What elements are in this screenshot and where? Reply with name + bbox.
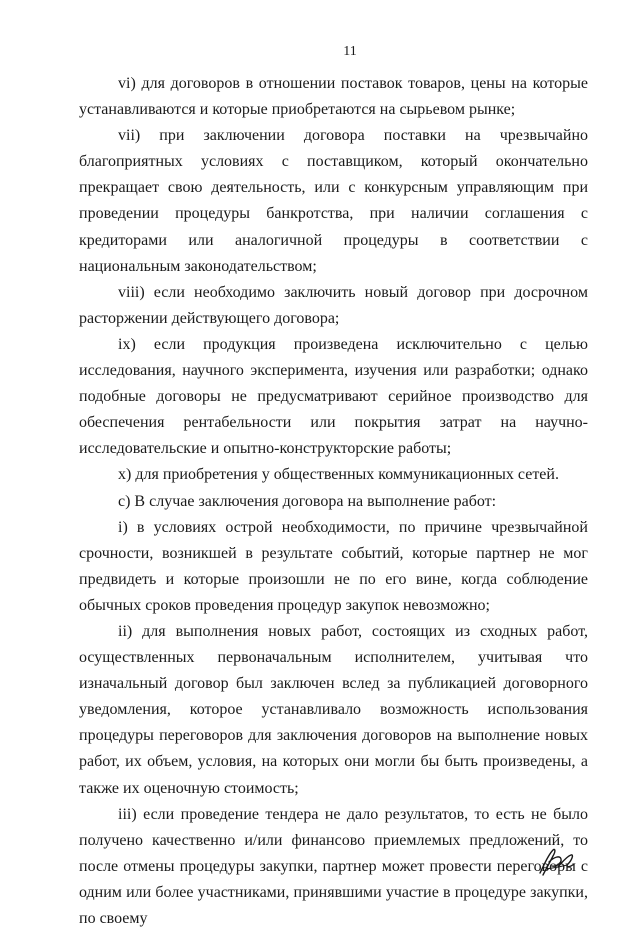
page-number: 11 (343, 44, 357, 59)
paragraph-vii: vii) при заключении договора поставки на чрезвычайно благоприятных условиях с поставщиком, который окончательно прекращает свою деятельность, или с конкурсным управляющим при проведении процедуры банкротства, при наличии соглашения с кредиторами или аналогичной процедуры в соответствии с национальным законодательством; (79, 127, 588, 275)
paragraph-c: c) В случае заключения договора на выполнение работ: (118, 492, 497, 510)
paragraph-c-ii: ii) для выполнения новых работ, состоящих из сходных работ, осуществленных первоначальным исполнителем, учитывая что изначальный договор был заключен вслед за публикацией договорного уведомления, которое устанавливало возможность использования процедуры переговоров для заключения договоров на выполнение новых работ, их объем, условия, на которых они могли бы быть произведены, а также их оценочную стоимость; (79, 622, 588, 797)
paragraph-viii: viii) если необходимо заключить новый договор при досрочном расторжении действующего договора; (79, 283, 588, 327)
paragraph-ix: ix) если продукция произведена исключительно с целью исследования, научного эксперимента, изучения или разработки; однако подобные договоры не предусматривают серийное производство для обеспечения рентабельности или покрытия затрат на научно-исследовательские и опытно-конструкторские работы; (79, 335, 588, 458)
paragraph-c-iii: iii) если проведение тендера не дало результатов, то есть не было получено качественно и/или финансово приемлемых предложений, то после отмены процедуры закупки, партнер может провести переговоры с одним или более участниками, принявшими участие в процедуре закупки, по своему (79, 805, 588, 927)
paragraph-c-i: i) в условиях острой необходимости, по причине чрезвычайной срочности, возникшей в результате событий, которые партнер не мог предвидеть и которые произошли не по его вине, когда соблюдение обычных сроков проведения процедур закупок невозможно; (79, 518, 588, 614)
paragraph-vi: vi) для договоров в отношении поставок товаров, цены на которые устанавливаются и которые приобретаются на сырьевом рынке; (79, 75, 588, 119)
document-body (79, 71, 588, 932)
paragraph-x: x) для приобретения у общественных коммуникационных сетей. (118, 466, 559, 484)
signature-icon (534, 845, 580, 879)
